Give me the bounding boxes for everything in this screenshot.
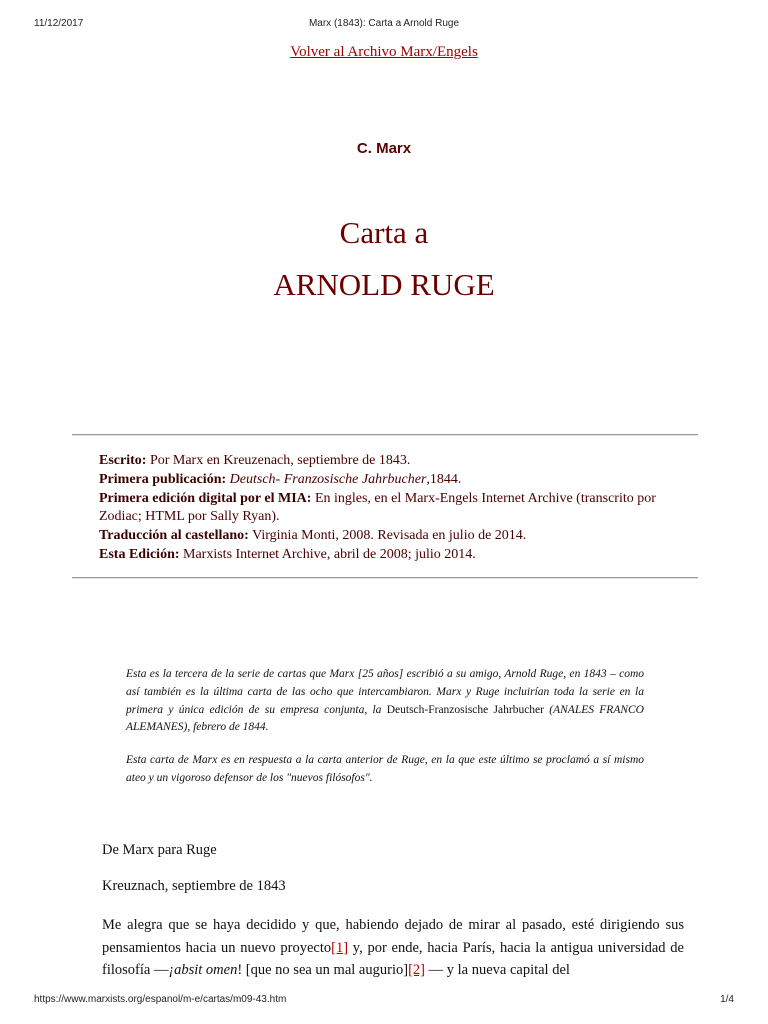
info-translation-value: Virginia Monti, 2008. Revisada en julio de 2014. xyxy=(248,528,527,544)
page-title-line1: Carta a xyxy=(339,215,429,250)
info-first-pub-year: ,1844. xyxy=(426,471,462,487)
info-edition-value: Marxists Internet Archive, abril de 2008; julio 2014. xyxy=(179,546,476,562)
info-digital-label: Primera edición digital por el MIA: xyxy=(99,490,312,506)
letter-text-a: Me alegra que se haya decidido y que, habiendo dejado de mirar al pasado, esté dirigiendo sus pensamientos hacia un nuevo proyecto xyxy=(102,917,684,956)
print-title: Marx (1843): Carta a Arnold Ruge xyxy=(308,18,460,29)
intro-note-2: Esta carta de Marx es en respuesta a la carta anterior de Ruge, en la que este último se proclamó a sí mismo ateo y un vigoroso defensor de los "nuevos filósofos". xyxy=(126,754,644,784)
print-page-number: 1/4 xyxy=(720,994,734,1005)
author-name: C. Marx xyxy=(356,140,412,157)
print-date: 11/12/2017 xyxy=(34,18,84,29)
document-info xyxy=(99,452,679,565)
info-written xyxy=(99,452,679,471)
info-written-label: Escrito: xyxy=(99,453,147,468)
print-url: https://www.marxists.org/espanol/m-e/cartas/m09-43.htm xyxy=(34,994,287,1005)
letter-text-latin: ¡absit omen xyxy=(168,962,238,979)
info-first-pub-label: Primera publicación: xyxy=(99,471,227,487)
divider-bottom xyxy=(72,577,698,579)
intro-note-1-a: Esta es la tercera de la serie de cartas que Marx [25 años] escribió a su amigo, Arnold Ruge, en 1843 – como así también es la última carta de las ocho que intercambiaron. Marx y Ruge incluirían toda la serie en la primera y única edición de su empresa conjunta, la xyxy=(126,668,644,716)
info-digital-edition xyxy=(99,490,679,528)
info-translation-label: Traducción al castellano: xyxy=(99,528,249,544)
footnote-link-1[interactable]: [1] xyxy=(331,939,349,956)
info-translation xyxy=(99,527,679,546)
divider-top xyxy=(72,434,698,436)
intro-note-1-c: (ANALES FRANCO ALEMANES), febrero de 1844. xyxy=(126,703,644,734)
letter-text-b: y, por ende, hacia París, hacia la antigua universidad de filosofía — xyxy=(102,939,684,979)
intro-note-1 xyxy=(126,666,644,737)
info-digital-value: En ingles, en el Marx-Engels Internet Archive (transcrito por Zodiac; HTML por Sally Ryan). xyxy=(99,490,656,525)
info-written-value: Por Marx en Kreuzenach, septiembre de 1843. xyxy=(146,453,411,468)
letter-paragraph xyxy=(102,914,684,982)
page-title-line2: ARNOLD RUGE xyxy=(273,267,495,302)
info-edition xyxy=(99,546,679,565)
back-to-archive-link[interactable]: Volver al Archivo Marx/Engels xyxy=(290,44,478,60)
letter-place-date: Kreuznach, septiembre de 1843 xyxy=(102,878,286,894)
intro-note-1-journal: Deutsch-Franzosische Jahrbucher xyxy=(386,703,544,716)
info-first-publication xyxy=(99,471,679,490)
letter-salutation: De Marx para Ruge xyxy=(102,842,217,858)
letter-text-d: — y la nueva capital del xyxy=(424,962,570,979)
info-edition-label: Esta Edición: xyxy=(99,546,180,562)
letter-text-c: ! [que no sea un mal augurio] xyxy=(237,962,409,979)
info-first-pub-title: Deutsch- Franzosische Jahrbucher xyxy=(226,471,427,487)
footnote-link-2[interactable]: [2] xyxy=(408,962,425,979)
